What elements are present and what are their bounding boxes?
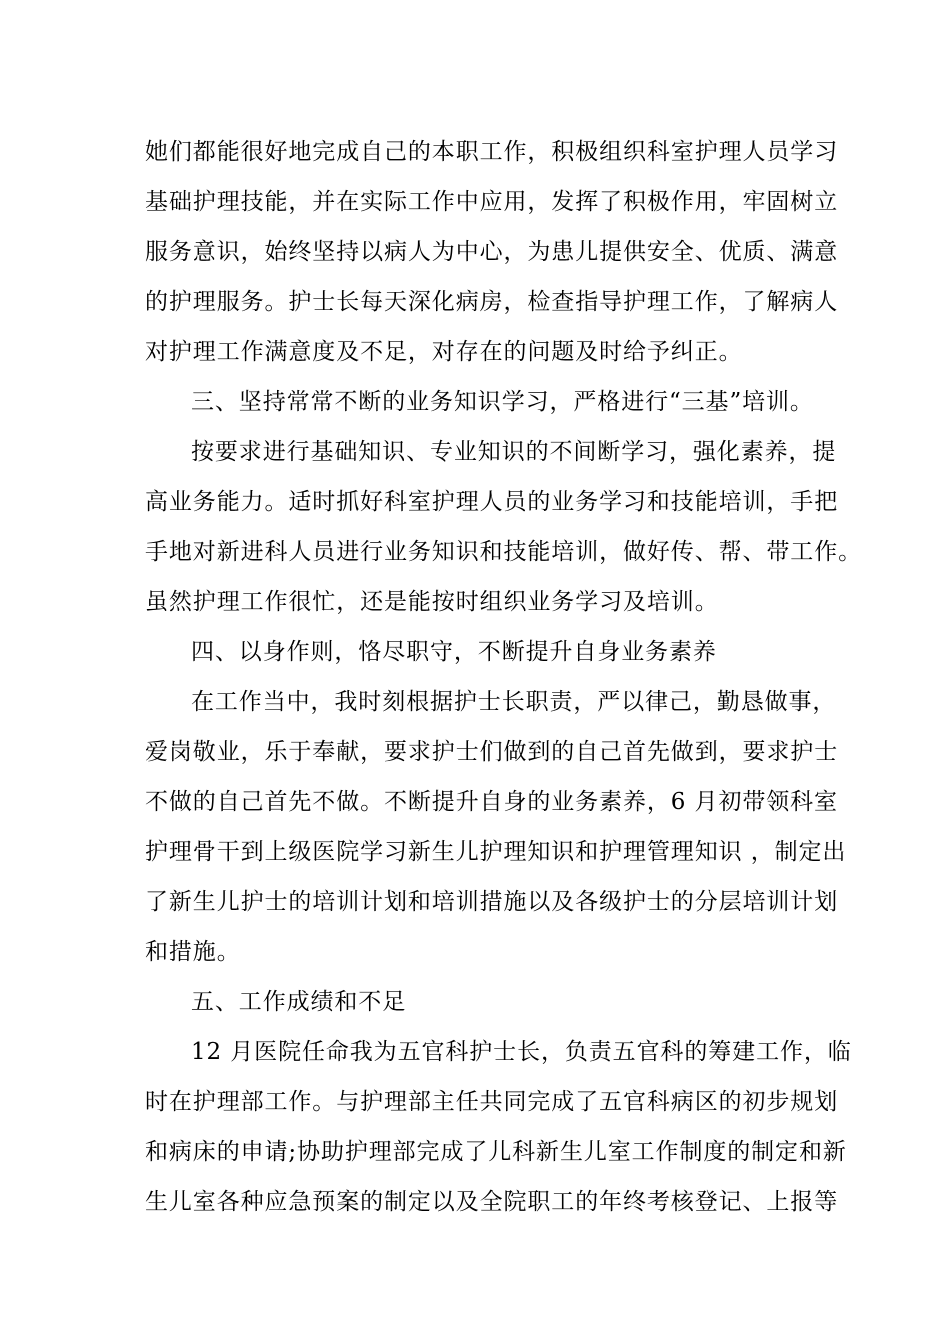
section-heading: 五、工作成绩和不足 [191, 989, 407, 1015]
paragraph-line: 12 月医院任命我为五官科护士长，负责五官科的筹建工作，临 [191, 1039, 852, 1065]
paragraph-line: 的护理服务。护士长每天深化病房，检查指导护理工作，了解病人 [145, 289, 839, 315]
paragraph-line: 不做的自己首先不做。不断提升自身的业务素养，6 月初带领科室 [145, 789, 838, 815]
paragraph-line: 和措施。 [145, 939, 241, 965]
paragraph-line: 服务意识，始终坚持以病人为中心，为患儿提供安全、优质、满意 [145, 239, 839, 265]
paragraph-line: 在工作当中，我时刻根据护士长职责，严以律己，勤恳做事， [191, 689, 837, 715]
paragraph-line: 基础护理技能，并在实际工作中应用，发挥了积极作用，牢固树立 [145, 189, 839, 215]
paragraph-line: 时在护理部工作。与护理部主任共同完成了五官科病区的初步规划 [145, 1089, 839, 1115]
paragraph-line: 生儿室各种应急预案的制定以及全院职工的年终考核登记、上报等 [145, 1189, 839, 1215]
paragraph-line: 护理骨干到上级医院学习新生儿护理知识和护理管理知识 ，制定出 [145, 839, 847, 865]
paragraph-line: 高业务能力。适时抓好科室护理人员的业务学习和技能培训，手把 [145, 489, 839, 515]
paragraph-line: 她们都能很好地完成自己的本职工作，积极组织科室护理人员学习 [145, 139, 839, 165]
section-heading: 三、坚持常常不断的业务知识学习，严格进行“三基”培训。 [191, 389, 814, 415]
paragraph-line: 按要求进行基础知识、专业知识的不间断学习，强化素养，提 [191, 439, 837, 465]
paragraph-line: 了新生儿护士的培训计划和培训措施以及各级护士的分层培训计划 [145, 889, 839, 915]
paragraph-line: 和病床的申请;协助护理部完成了儿科新生儿室工作制度的制定和新 [145, 1139, 847, 1165]
paragraph-line: 对护理工作满意度及不足，对存在的问题及时给予纠正。 [145, 339, 743, 365]
paragraph-line: 虽然护理工作很忙，还是能按时组织业务学习及培训。 [145, 589, 719, 615]
paragraph-line: 爱岗敬业，乐于奉献，要求护士们做到的自己首先做到，要求护士 [145, 739, 839, 765]
section-heading: 四、以身作则，恪尽职守，不断提升自身业务素养 [191, 639, 717, 665]
paragraph-line: 手地对新进科人员进行业务知识和技能培训，做好传、帮、带工作。 [145, 539, 862, 565]
